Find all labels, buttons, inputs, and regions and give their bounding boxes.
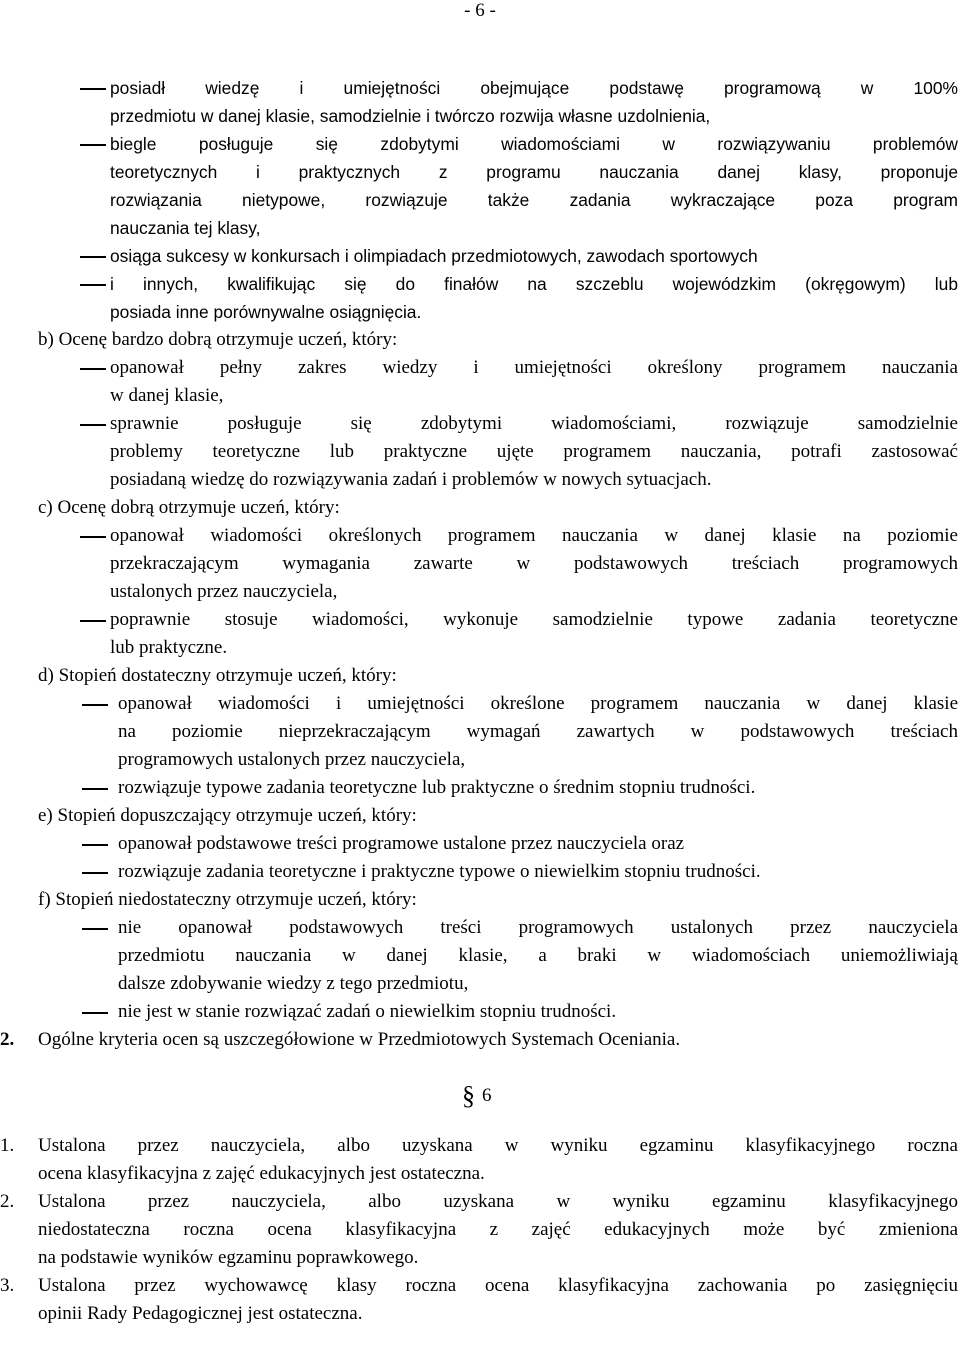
list-item [0,830,960,858]
dash-bullet-icon [82,704,108,706]
list-item-line: problemy teoretyczne lub praktyczne ujęte programem nauczania, potrafi zastosować [110,441,958,462]
section-f-heading: f) Stopień niedostateczny otrzymuje uczeń, który: [38,889,417,910]
list-item-line: opanował pełny zakres wiedzy i umiejętności określony programem nauczania [110,357,958,378]
dash-bullet-icon [80,620,106,622]
section-b-list [0,354,960,494]
list-item-line: na poziomie nieprzekraczającym wymagań zawartych w podstawowych treściach [118,721,958,742]
list-item-line: poprawnie stosuje wiadomości, wykonuje samodzielnie typowe zadania teoretyczne [110,609,958,630]
section-c-list [0,522,960,662]
list-item [0,522,960,606]
numbered-list-line: ocena klasyfikacyjna z zajęć edukacyjnych jest ostateczna. [38,1163,485,1184]
list-item-line: dalsze zdobywanie wiedzy z tego przedmiotu, [118,973,469,994]
page-number: - 6 - [464,0,496,21]
list-item [0,130,960,242]
dash-bullet-icon [80,144,106,146]
list-item-line: teoretycznych i praktycznych z programu nauczania danej klasy, proponuje [110,162,958,182]
numbered-list-line: Ustalona przez wychowawcę klasy roczna ocena klasyfikacyjna zachowania po zasięgnięciu [38,1275,958,1296]
numbered-list-number: 1. [0,1135,15,1156]
list-item-line: rozwiązuje zadania teoretyczne i praktyczne typowe o niewielkim stopniu trudności. [118,861,761,882]
list-item-line: osiąga sukcesy w konkursach i olimpiadach przedmiotowych, zawodach sportowych [110,246,758,266]
dash-bullet-icon [80,424,106,426]
list-item-line: rozwiązania nietypowe, rozwiązuje także zadania wykraczające poza program [110,190,958,210]
document-body [0,74,960,1328]
list-item-line: przedmiotu w danej klasie, samodzielnie i twórczo rozwija własne uzdolnienia, [110,106,711,126]
numbered-list-item [0,1188,960,1272]
section-f-list [0,914,960,1026]
dash-bullet-icon [82,928,108,930]
list-item [0,354,960,410]
list-item-line: przedmiotu nauczania w danej klasie, a braki w wiadomościach uniemożliwiają [118,945,958,966]
numbered-list-item [0,1132,960,1188]
list-item-line: nie jest w stanie rozwiązać zadań o niewielkim stopniu trudności. [118,1001,617,1022]
list-item-line: nauczania tej klasy, [110,218,261,238]
section-e-list [0,830,960,886]
numbered-list-line: na podstawie wyników egzaminu poprawkowego. [38,1247,419,1268]
list-item-line: w danej klasie, [110,385,224,406]
list-item-line: posiada inne porównywalne osiągnięcia. [110,302,422,322]
section-c-heading: c) Ocenę dobrą otrzymuje uczeń, który: [38,497,340,518]
section-d-heading: d) Stopień dostateczny otrzymuje uczeń, który: [38,665,397,686]
dash-bullet-icon [80,88,106,90]
numbered-list-line: opinii Rady Pedagogicznej jest ostateczna. [38,1303,363,1324]
numbered-list-line: Ustalona przez nauczyciela, albo uzyskana w wyniku egzaminu klasyfikacyjnego roczna [38,1135,958,1156]
list-item-line: posiadaną wiedzę do rozwiązywania zadań i problemów w nowych sytuacjach. [110,469,712,490]
numbered-list-number: 3. [0,1275,15,1296]
list-item-line: lub praktyczne. [110,637,228,658]
dash-bullet-icon [82,788,108,790]
point-2-text: Ogólne kryteria ocen są uszczegółowione w Przedmiotowych Systemach Oceniania. [38,1029,681,1050]
list-item-line: rozwiązuje typowe zadania teoretyczne lub praktyczne o średnim stopniu trudności. [118,777,756,798]
numbered-list-item [0,1272,960,1328]
numbered-list-line: niedostateczna roczna ocena klasyfikacyjna z zajęć edukacyjnych może być zmieniona [38,1219,958,1240]
list-item [0,410,960,494]
list-item-line: opanował wiadomości i umiejętności określone programem nauczania w danej klasie [118,693,958,714]
numbered-list-line: Ustalona przez nauczyciela, albo uzyskana w wyniku egzaminu klasyfikacyjnego [38,1191,958,1212]
list-item-line: i innych, kwalifikując się do finałów na szczeblu wojewódzkim (okręgowym) lub [110,274,958,294]
list-item-line: sprawnie posługuje się zdobytymi wiadomościami, rozwiązuje samodzielnie [110,413,958,434]
list-item [0,74,960,130]
list-item-line: opanował podstawowe treści programowe ustalone przez nauczyciela oraz [118,833,685,854]
list-item-line: opanował wiadomości określonych programem nauczania w danej klasie na poziomie [110,525,958,546]
paragraph-number: 6 [482,1085,492,1106]
section-b-heading: b) Ocenę bardzo dobrą otrzymuje uczeń, który: [38,329,398,350]
list-item [0,858,960,886]
dash-bullet-icon [82,872,108,874]
top-criteria-list [0,74,960,326]
dash-bullet-icon [80,284,106,286]
list-item-line: nie opanował podstawowych treści programowych ustalonych przez nauczyciela [118,917,958,938]
list-item-line: biegle posługuje się zdobytymi wiadomościami w rozwiązywaniu problemów [110,134,958,154]
numbered-list [0,1132,960,1328]
list-item [0,606,960,662]
paragraph-symbol: § [462,1081,475,1110]
list-item [0,690,960,774]
list-item-line: posiadł wiedzę i umiejętności obejmujące podstawę programową w 100% [110,78,958,98]
section-e-heading: e) Stopień dopuszczający otrzymuje uczeń, który: [38,805,417,826]
dash-bullet-icon [80,256,106,258]
dash-bullet-icon [80,536,106,538]
numbered-list-number: 2. [0,1191,15,1212]
point-2 [0,1026,960,1054]
list-item [0,242,960,270]
list-item [0,270,960,326]
paragraph-heading [0,1082,960,1110]
list-item-line: przekraczającym wymagania zawarte w podstawowych treściach programowych [110,553,958,574]
point-2-number: 2. [0,1029,15,1050]
dash-bullet-icon [82,844,108,846]
list-item-line: programowych ustalonych przez nauczyciela, [118,749,466,770]
dash-bullet-icon [82,1012,108,1014]
dash-bullet-icon [80,368,106,370]
list-item [0,774,960,802]
list-item [0,914,960,998]
list-item-line: ustalonych przez nauczyciela, [110,581,338,602]
section-d-list [0,690,960,802]
list-item [0,998,960,1026]
